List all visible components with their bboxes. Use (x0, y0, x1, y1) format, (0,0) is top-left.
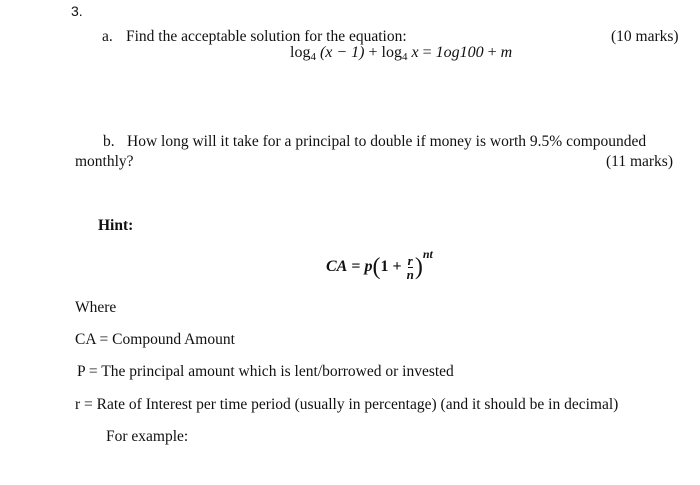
eq-arg-1: (x − 1) (319, 44, 365, 61)
where-label: Where (75, 299, 117, 316)
definition-ca: CA = Compound Amount (75, 331, 235, 348)
part-a-equation (290, 44, 512, 63)
eq-m: m (500, 44, 513, 61)
example-label: For example: (106, 428, 189, 445)
formula-p: p (364, 258, 373, 275)
formula-exponent: nt (422, 247, 433, 261)
eq-rhs: 1og100 (435, 44, 484, 61)
part-b-marks: (11 marks) (606, 153, 674, 170)
definition-r: r = Rate of Interest per time period (usually in percentage) (and it should be in decimal) (75, 396, 619, 413)
eq-plus-1: + (368, 44, 378, 61)
part-b-text-cont: monthly? (75, 153, 134, 170)
compound-formula (326, 247, 433, 281)
formula-one: 1 (380, 258, 389, 275)
formula-fraction (407, 254, 414, 281)
formula-open-paren: ( (372, 253, 381, 280)
part-a-marks: (10 marks) (611, 28, 679, 45)
part-b-label: b. (103, 133, 115, 150)
question-number: 3. (71, 3, 83, 19)
formula-close-paren: ) (414, 253, 423, 280)
part-a-label: a. (102, 28, 113, 45)
formula-plus: + (392, 258, 402, 275)
definition-p: P = The principal amount which is lent/borrowed or invested (77, 363, 454, 380)
fraction-denominator: n (406, 266, 414, 282)
hint-label: Hint: (98, 217, 134, 234)
eq-log-1: log (290, 44, 311, 61)
formula-lhs: CA (326, 258, 348, 275)
eq-log-2: log (381, 44, 402, 61)
fraction-numerator: r (407, 252, 413, 268)
part-a-text: Find the acceptable solution for the equation: (126, 28, 407, 45)
formula-equals: = (351, 258, 361, 275)
eq-base-2: 4 (402, 51, 408, 63)
part-b-text: How long will it take for a principal to double if money is worth 9.5% compounded (127, 133, 647, 150)
eq-arg-2: x (411, 44, 419, 61)
eq-plus-2: + (487, 44, 497, 61)
eq-base-1: 4 (310, 51, 316, 63)
eq-equals: = (422, 44, 432, 61)
